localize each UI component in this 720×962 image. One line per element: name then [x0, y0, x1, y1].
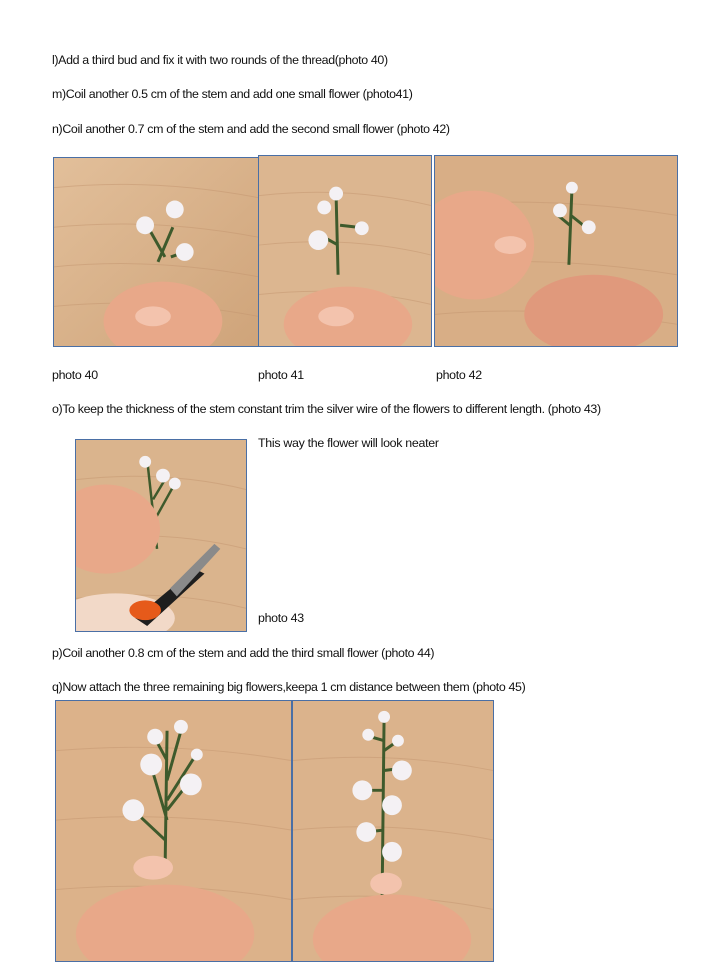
step-l-text: l)Add a third bud and fix it with two rounds of the thread(photo 40): [52, 53, 388, 67]
step-n-text: n)Coil another 0.7 cm of the stem and add the second small flower (photo 42): [52, 122, 450, 136]
photo-44: [55, 700, 292, 962]
photo-45: [292, 700, 494, 962]
step-q-text: q)Now attach the three remaining big flowers,keepa 1 cm distance between them (photo 45): [52, 680, 526, 694]
step-o-note: This way the flower will look neater: [258, 436, 439, 450]
photo-41: [258, 155, 432, 347]
step-m-text: m)Coil another 0.5 cm of the stem and add one small flower (photo41): [52, 87, 413, 101]
caption-photo-43: photo 43: [258, 611, 304, 625]
step-o-text: o)To keep the thickness of the stem constant trim the silver wire of the flowers to different length. (photo 43): [52, 402, 601, 416]
photo-42: [434, 155, 678, 347]
step-p-text: p)Coil another 0.8 cm of the stem and add the third small flower (photo 44): [52, 646, 435, 660]
photo-43: [75, 439, 247, 632]
photo-40: [53, 157, 259, 347]
caption-photo-42: photo 42: [436, 368, 482, 382]
caption-photo-41: photo 41: [258, 368, 304, 382]
caption-photo-40: photo 40: [52, 368, 98, 382]
